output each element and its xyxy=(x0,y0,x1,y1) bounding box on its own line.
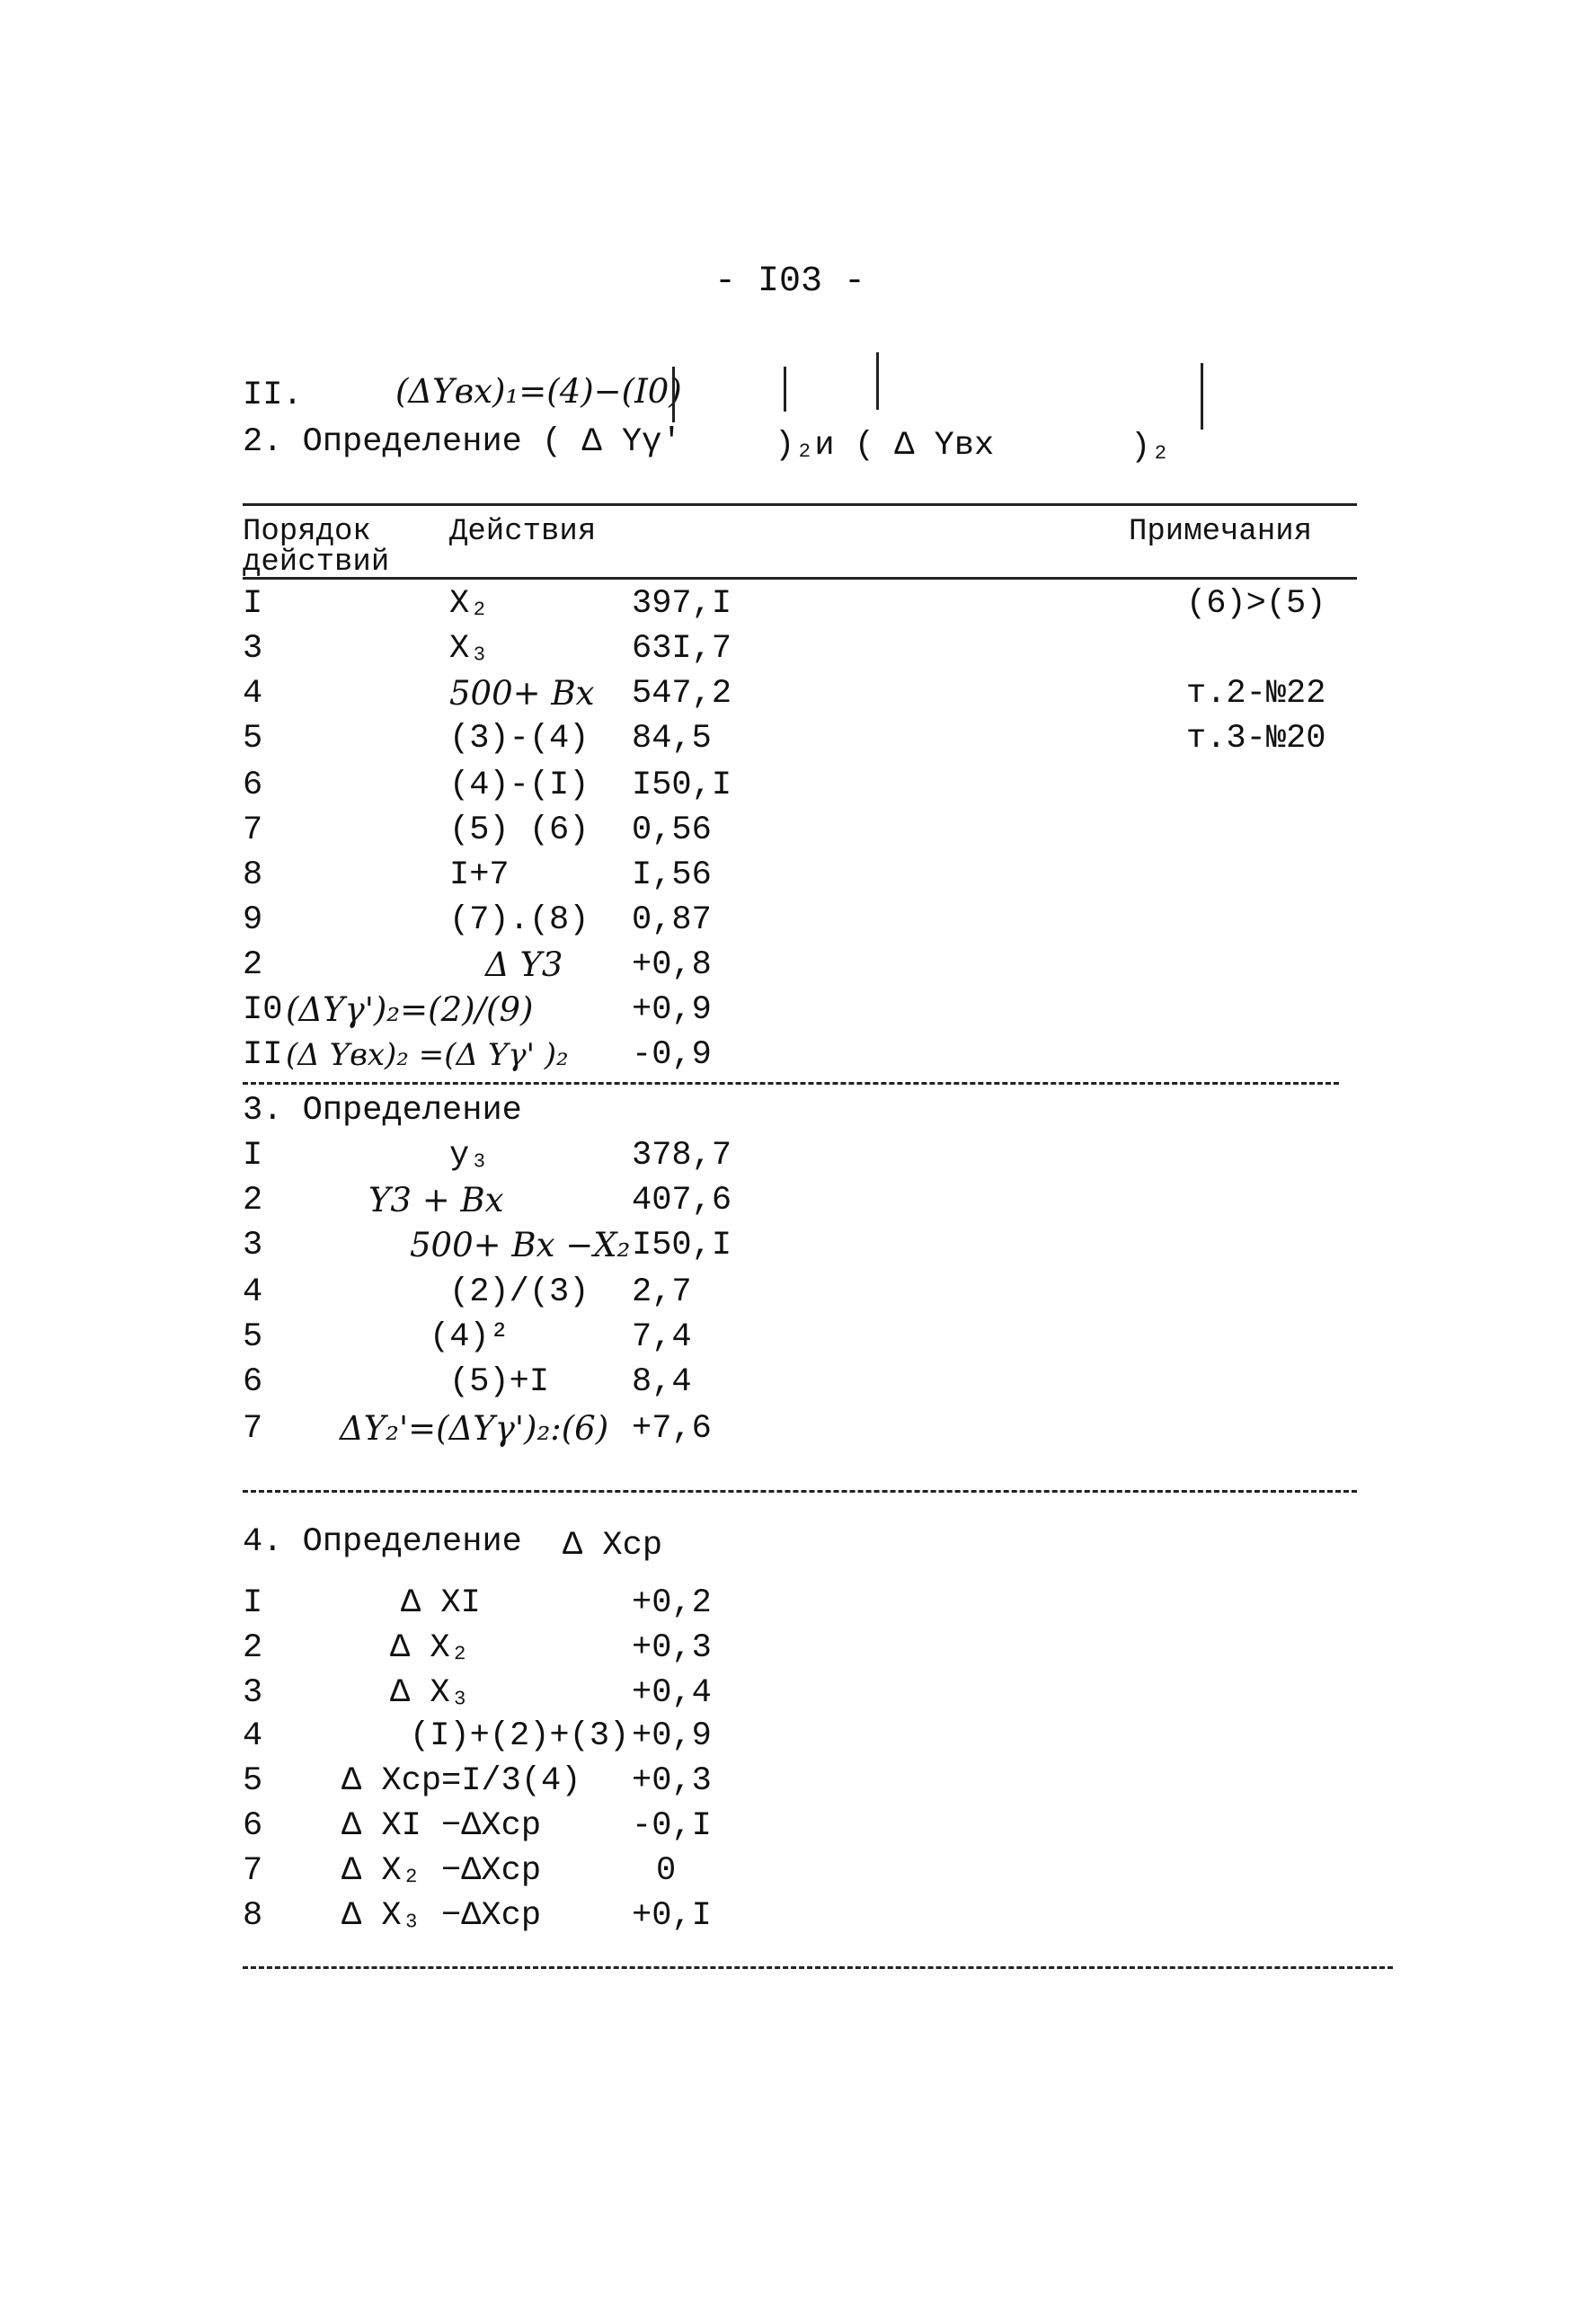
s3-row-action: Δ XI −ΔXср xyxy=(341,1807,542,1845)
header-line1-label: II. xyxy=(243,377,303,414)
s1-row-action: (ΔYγ')₂=(2)/(9) xyxy=(286,990,534,1029)
s1-row-action: X₃ xyxy=(449,630,490,668)
s2-row-number: 3 xyxy=(243,1227,263,1264)
s3-row-number: I xyxy=(243,1584,263,1622)
s2-row-value: 8,4 xyxy=(632,1363,692,1401)
col-header-actions: Действия xyxy=(449,515,597,549)
s1-row-number: 9 xyxy=(243,901,263,939)
s3-row-number: 2 xyxy=(243,1629,263,1667)
s1-row-value: 63I,7 xyxy=(632,630,732,668)
s1-row-number: I xyxy=(243,585,263,623)
section2-title: 3. Определение xyxy=(243,1092,522,1130)
s1-row-value: +0,8 xyxy=(632,946,712,984)
margin-mark-2 xyxy=(784,367,786,412)
s1-row-value: I,56 xyxy=(632,856,712,894)
table-top-rule xyxy=(243,503,1357,506)
section3-title-symbol: Δ Xср xyxy=(563,1527,663,1565)
s1-row-number: 4 xyxy=(243,675,263,713)
s2-row-action: (4)² xyxy=(430,1318,510,1356)
s1-row-action: 500+ Bx xyxy=(449,674,595,713)
s3-row-number: 8 xyxy=(243,1897,263,1935)
s2-row-number: 5 xyxy=(243,1318,263,1356)
s3-row-action: Δ X₂ xyxy=(390,1629,470,1667)
s3-row-number: 4 xyxy=(243,1717,263,1755)
s2-row-value: I50,I xyxy=(632,1227,732,1264)
section3-title: 4. Определение xyxy=(243,1523,522,1561)
s3-row-value: +0,2 xyxy=(632,1584,712,1622)
s1-row-number: I0 xyxy=(243,991,283,1029)
s2-row-number: I xyxy=(243,1137,263,1175)
s2-row-action: 500+ Bx −X₂ xyxy=(410,1226,631,1264)
page-number: - I03 - xyxy=(714,262,866,302)
s2-row-action: ΔY₂'=(ΔYγ')₂:(6) xyxy=(340,1409,609,1448)
s3-row-action: Δ XI xyxy=(401,1584,481,1622)
s1-row-note: т.3-№20 xyxy=(1186,720,1326,758)
s3-row-action: Δ Xср=I/3(4) xyxy=(341,1762,581,1800)
s1-row-action: Δ Y3 xyxy=(485,945,563,984)
s3-row-value: +0,3 xyxy=(632,1762,712,1800)
s1-row-value: 0,87 xyxy=(632,901,712,939)
header-line2-mid: )₂и ( Δ Yвх xyxy=(775,427,995,465)
s1-row-action: (5) (6) xyxy=(449,811,590,849)
s1-row-value: 547,2 xyxy=(632,675,732,713)
s2-row-number: 7 xyxy=(243,1410,263,1448)
s1-row-value: 0,56 xyxy=(632,811,712,849)
col-header-order-1: Порядок xyxy=(243,515,371,549)
s3-row-value: +0,3 xyxy=(632,1629,712,1667)
s1-row-value: 397,I xyxy=(632,585,732,623)
s2-row-number: 2 xyxy=(243,1182,263,1219)
header-line1-formula: (ΔYвх)₁=(4)−(I0) xyxy=(395,372,682,411)
s2-row-value: 407,6 xyxy=(632,1182,732,1219)
s3-row-action: Δ X₂ −ΔXср xyxy=(341,1852,542,1890)
s1-row-number: 3 xyxy=(243,630,263,668)
section-divider-3 xyxy=(243,1966,1393,1969)
s1-row-action: I+7 xyxy=(449,856,510,894)
s3-row-number: 5 xyxy=(243,1762,263,1800)
s2-row-action: (2)/(3) xyxy=(449,1273,590,1311)
margin-mark-3 xyxy=(876,352,879,410)
col-header-order-2: действий xyxy=(243,545,390,580)
s3-row-value: +0,9 xyxy=(632,1717,712,1755)
s3-row-number: 7 xyxy=(243,1852,263,1890)
s1-row-number: II xyxy=(243,1036,283,1074)
s3-row-value: +0,I xyxy=(632,1897,712,1935)
s1-row-value: +0,9 xyxy=(632,991,712,1029)
header-line2-text: 2. Определение ( Δ Yγ' xyxy=(243,423,682,461)
s3-row-value: 0 xyxy=(656,1852,677,1890)
s3-row-action: Δ X₃ xyxy=(390,1674,470,1712)
s2-row-action: Y3 + Bx xyxy=(368,1181,504,1219)
s1-row-value: 84,5 xyxy=(632,720,712,758)
s1-row-action: (3)-(4) xyxy=(449,720,590,758)
s1-row-number: 5 xyxy=(243,720,263,758)
s2-row-number: 6 xyxy=(243,1363,263,1401)
s1-row-value: I50,I xyxy=(632,767,732,804)
s1-row-action: (7).(8) xyxy=(449,901,590,939)
margin-mark-1 xyxy=(672,367,675,422)
s2-row-number: 4 xyxy=(243,1273,263,1311)
s1-row-number: 7 xyxy=(243,811,263,849)
margin-mark-4 xyxy=(1201,363,1203,430)
table-header-rule xyxy=(243,577,1357,580)
section-divider-1 xyxy=(243,1082,1339,1085)
s2-row-value: 378,7 xyxy=(632,1137,732,1175)
s2-row-value: 7,4 xyxy=(632,1318,692,1356)
s1-row-number: 2 xyxy=(243,946,263,984)
s1-row-number: 6 xyxy=(243,767,263,804)
s2-row-action: y₃ xyxy=(449,1137,490,1175)
s1-row-note: (6)>(5) xyxy=(1186,585,1326,623)
s1-row-action: (4)-(I) xyxy=(449,767,590,804)
s3-row-action: (I)+(2)+(3) xyxy=(410,1717,630,1755)
s1-row-action: X₂ xyxy=(449,585,490,623)
s1-row-value: -0,9 xyxy=(632,1036,712,1074)
s3-row-number: 3 xyxy=(243,1674,263,1712)
s3-row-value: +0,4 xyxy=(632,1674,712,1712)
s3-row-action: Δ X₃ −ΔXср xyxy=(341,1897,542,1935)
s2-row-action: (5)+I xyxy=(449,1363,550,1401)
header-line2-end: )₂ xyxy=(1130,429,1171,466)
s2-row-value: +7,6 xyxy=(632,1410,712,1448)
section-divider-2 xyxy=(243,1490,1357,1493)
s3-row-value: -0,I xyxy=(632,1807,712,1845)
col-header-notes: Примечания xyxy=(1129,515,1313,549)
s1-row-number: 8 xyxy=(243,856,263,894)
s3-row-number: 6 xyxy=(243,1807,263,1845)
s1-row-note: т.2-№22 xyxy=(1186,675,1326,713)
s2-row-value: 2,7 xyxy=(632,1273,692,1311)
s1-row-action: (Δ Yвх)₂ =(Δ Yγ' )₂ xyxy=(286,1037,569,1073)
